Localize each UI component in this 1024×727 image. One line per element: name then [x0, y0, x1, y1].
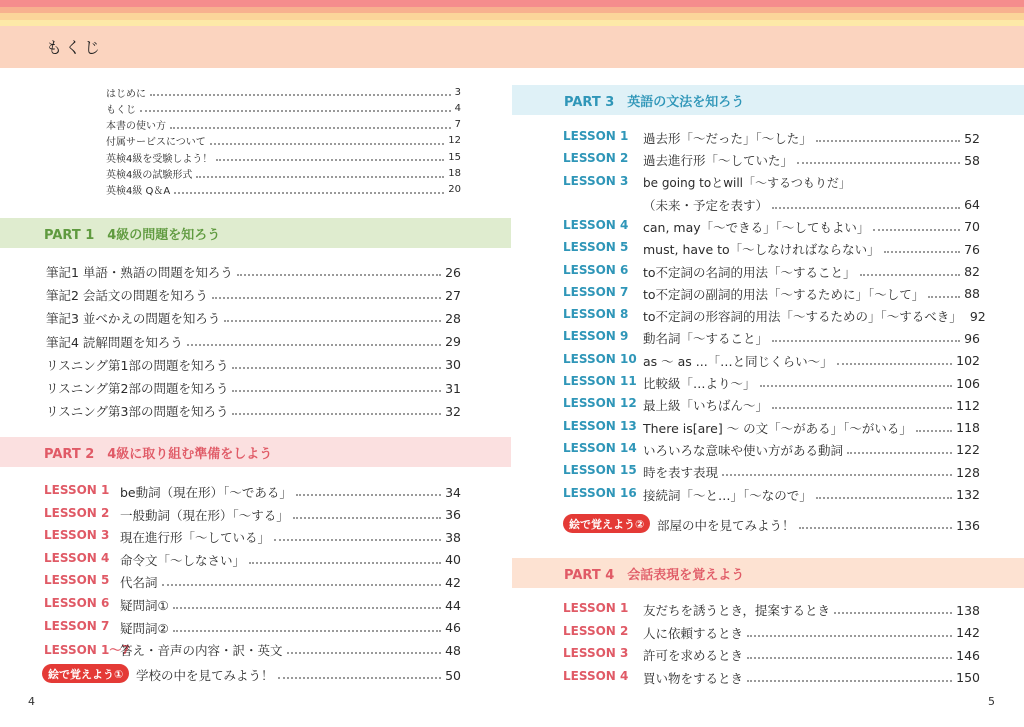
- entry-page: 88: [964, 286, 980, 302]
- entry-page: 38: [445, 529, 461, 545]
- part2-entry[interactable]: [120, 617, 461, 639]
- lesson-label: LESSON 3: [44, 528, 110, 543]
- dot-leader: [847, 452, 952, 454]
- entry-title: be going toとwill「～するつもりだ」: [643, 175, 851, 190]
- dot-leader: [174, 192, 444, 194]
- part3-entry[interactable]: [643, 484, 980, 506]
- entry-title: 時を表す表現: [643, 465, 719, 481]
- part3-entry[interactable]: [643, 461, 980, 483]
- lesson-label: LESSON 2: [563, 151, 629, 166]
- part3-entry[interactable]: [643, 327, 980, 349]
- entry-title: 許可を求めるとき: [643, 648, 744, 664]
- entry-title: 付属サービスについて: [106, 137, 206, 149]
- lesson-label: LESSON 13: [563, 418, 637, 433]
- entry-page: 128: [956, 464, 980, 480]
- picture-badge: 絵で覚えよう①: [42, 664, 129, 683]
- entry-page: 50: [445, 667, 461, 683]
- entry-page: 46: [445, 620, 461, 636]
- entry-title: リスニング第3部の問題を知ろう: [46, 404, 229, 420]
- dot-leader: [816, 497, 952, 499]
- part3-entry[interactable]: [643, 127, 980, 149]
- part3-entry[interactable]: [643, 261, 980, 283]
- entry-page: 27: [445, 287, 461, 303]
- lesson-label: LESSON 1: [44, 483, 110, 497]
- dot-leader: [173, 630, 441, 632]
- part1-entry[interactable]: [46, 400, 461, 422]
- dot-leader: [799, 527, 953, 529]
- entry-page: 96: [964, 330, 980, 346]
- part3-entry[interactable]: [643, 439, 980, 461]
- lesson-label: LESSON 14: [563, 440, 637, 455]
- dot-leader: [772, 207, 960, 209]
- lesson-label: LESSON 1～7: [44, 643, 130, 658]
- part3-header: [512, 85, 1024, 115]
- lesson-label: LESSON 2: [563, 623, 629, 638]
- entry-page: 64: [964, 197, 980, 213]
- lesson-label: LESSON 9: [563, 329, 629, 344]
- entry-title: 英検4級を受験しよう！: [106, 153, 213, 165]
- page-number-right: 5: [988, 695, 995, 708]
- entry-title: 代名詞: [120, 575, 158, 591]
- entry-page: 132: [956, 487, 980, 502]
- front-entry[interactable]: [106, 100, 461, 116]
- front-entry[interactable]: [106, 166, 461, 182]
- entry-title: 買い物をするとき: [643, 670, 744, 686]
- part2-entry[interactable]: [120, 504, 461, 526]
- dot-leader: [278, 677, 442, 679]
- entry-page: 36: [445, 507, 461, 523]
- dot-leader: [173, 607, 441, 609]
- lesson-label: LESSON 15: [563, 463, 637, 478]
- dot-leader: [170, 127, 451, 129]
- entry-title: いろいろな意味や使い方がある動詞: [643, 442, 844, 458]
- lesson-label: LESSON 4: [44, 550, 110, 565]
- dot-leader: [274, 539, 441, 541]
- entry-page: 32: [445, 403, 461, 419]
- part2-entry[interactable]: [120, 526, 461, 548]
- part-label: PART 3 英語の文法を知ろう: [564, 94, 745, 110]
- part2-header: [0, 437, 511, 467]
- dot-leader: [212, 297, 441, 299]
- dot-leader: [150, 94, 451, 96]
- page-title: もくじ: [46, 38, 104, 57]
- entry-title: as ～ as ...「…と同じくらい～」: [643, 353, 833, 369]
- entry-page: 15: [448, 151, 461, 163]
- dot-leader: [747, 657, 952, 659]
- dot-leader: [232, 390, 441, 392]
- lesson-label: LESSON 1: [563, 129, 629, 143]
- part2-entry[interactable]: [120, 549, 461, 571]
- entry-title: There is[are] ～ の文「～がある」「～がいる」: [643, 420, 912, 436]
- dot-leader: [187, 344, 441, 346]
- part3-entry[interactable]: [643, 238, 980, 260]
- dot-leader: [722, 474, 952, 476]
- entry-page: 58: [964, 152, 980, 168]
- dot-leader: [928, 296, 960, 298]
- entry-page: 18: [448, 168, 461, 179]
- lesson-label: LESSON 1: [563, 601, 629, 615]
- entry-title: 過去進行形「～していた」: [643, 153, 794, 169]
- entry-title: must, have to「～しなければならない」: [643, 242, 880, 258]
- entry-title: 英検4級の試験形式: [106, 170, 193, 181]
- dot-leader: [249, 562, 441, 564]
- part4-entry[interactable]: [643, 644, 980, 666]
- entry-title: 疑問詞②: [120, 620, 169, 636]
- lesson-label: LESSON 3: [563, 173, 629, 188]
- front-entry[interactable]: [106, 133, 461, 149]
- entry-title: 本書の使い方: [106, 121, 166, 133]
- entry-page: 70: [964, 219, 980, 235]
- entry-page: 102: [956, 353, 980, 369]
- entry-title: 筆記4 読解問題を知ろう: [46, 334, 183, 350]
- lesson-label: LESSON 16: [563, 485, 637, 500]
- part1-entry[interactable]: [46, 261, 461, 283]
- entry-page: 82: [964, 264, 980, 279]
- lesson-label: LESSON 4: [563, 217, 629, 232]
- entry-title: 最上級「いちばん～」: [643, 398, 769, 414]
- dot-leader: [162, 584, 442, 586]
- entry-title: 比較級「…より～」: [643, 376, 756, 391]
- entry-page: 29: [445, 334, 461, 350]
- dot-leader: [772, 340, 960, 342]
- dot-leader: [196, 176, 444, 178]
- entry-title: 接続詞「～と…」「～なので」: [643, 487, 812, 503]
- dot-leader: [884, 251, 960, 253]
- entry-title: はじめに: [106, 88, 146, 100]
- lesson-label: LESSON 6: [563, 262, 629, 277]
- part3-entry[interactable]: [643, 216, 980, 238]
- part1-entry[interactable]: [46, 354, 461, 376]
- part2-entry[interactable]: [120, 639, 461, 661]
- entry-title: be動詞（現在形）「～である」: [120, 485, 292, 500]
- entry-page: 26: [445, 264, 461, 280]
- dot-leader: [216, 159, 444, 161]
- entry-title: 筆記2 会話文の問題を知ろう: [46, 288, 208, 304]
- entry-title: 過去形「～だった」「～した」: [643, 131, 812, 146]
- entry-title: 筆記1 単語・熟語の問題を知ろう: [46, 265, 233, 280]
- entry-title: リスニング第1部の問題を知ろう: [46, 357, 229, 373]
- part3-entry[interactable]: [643, 417, 980, 439]
- dot-leader: [232, 413, 441, 415]
- dot-leader: [834, 612, 952, 614]
- lesson-label: LESSON 3: [563, 646, 629, 661]
- entry-title: 答え・音声の内容・訳・英文: [120, 643, 283, 659]
- entry-page: 122: [956, 442, 980, 458]
- entry-title: to不定詞の名詞的用法「～すること」: [643, 264, 856, 280]
- part3-entry[interactable]: [643, 350, 980, 372]
- entry-title: 現在進行形「～している」: [120, 530, 271, 546]
- dot-leader: [296, 494, 441, 496]
- page-number-left: 4: [28, 695, 35, 708]
- lesson-label: LESSON 12: [563, 396, 637, 411]
- entry-page: 42: [445, 574, 461, 590]
- lesson-label: LESSON 5: [563, 240, 629, 255]
- entry-page: 138: [956, 602, 980, 618]
- dot-leader: [837, 363, 952, 365]
- entry-title: 英検4級 Q＆A: [106, 186, 171, 198]
- entry-page: 28: [445, 310, 461, 326]
- top-stripes: [0, 0, 1024, 26]
- entry-page: 146: [956, 647, 980, 663]
- part3-entry[interactable]: [643, 372, 980, 394]
- entry-page: 112: [956, 397, 980, 413]
- dot-leader: [210, 143, 444, 145]
- entry-title: 疑問詞①: [120, 598, 169, 613]
- entry-page: 20: [448, 184, 461, 196]
- dot-leader: [873, 229, 960, 231]
- lesson-label: LESSON 4: [563, 668, 629, 683]
- entry-page: 76: [964, 241, 980, 257]
- dot-leader: [747, 680, 952, 682]
- dot-leader: [772, 407, 952, 409]
- entry-page: 150: [956, 670, 980, 686]
- dot-leader: [747, 635, 952, 637]
- lesson-label: LESSON 7: [563, 284, 629, 299]
- dot-leader: [760, 385, 953, 387]
- part-label: PART 2 4級に取り組む準備をしよう: [44, 446, 273, 462]
- entry-title: 学校の中を見てみよう！: [136, 668, 274, 683]
- lesson-label: LESSON 8: [563, 307, 629, 322]
- part1-entry[interactable]: [46, 377, 461, 399]
- dot-leader: [237, 274, 441, 276]
- entry-title: もくじ: [106, 104, 136, 116]
- entry-page: 7: [454, 119, 461, 131]
- lesson-label: LESSON 6: [44, 596, 110, 610]
- part1-entry[interactable]: [46, 307, 461, 329]
- entry-title: to不定詞の副詞的用法「～するために」「～して」: [643, 286, 925, 302]
- entry-title: 友だちを誘うとき，提案するとき: [643, 603, 831, 618]
- part3-entry[interactable]: [643, 394, 980, 416]
- part2-entry[interactable]: [120, 594, 461, 616]
- part4-entry[interactable]: [643, 667, 980, 689]
- front-entry[interactable]: [106, 84, 461, 100]
- entry-page: 92: [969, 308, 986, 324]
- entry-title: can, may「～できる」「～してもよい」: [643, 219, 870, 235]
- entry-page: 34: [445, 484, 461, 500]
- dot-leader: [816, 140, 960, 142]
- part2-entry[interactable]: [120, 571, 461, 593]
- part2-picture-entry[interactable]: [136, 664, 461, 686]
- entry-page: 44: [445, 597, 461, 613]
- part-label: PART 4 会話表現を覚えよう: [564, 567, 745, 583]
- entry-page: 40: [445, 552, 461, 568]
- dot-leader: [232, 367, 441, 369]
- lesson-label: LESSON 7: [44, 618, 110, 633]
- lesson-label: LESSON 2: [44, 505, 110, 520]
- part3-entry[interactable]: [643, 305, 986, 327]
- entry-title: 一般動詞（現在形）「～する」: [120, 507, 289, 523]
- part3-entry[interactable]: [643, 283, 980, 305]
- entry-title: 命令文「～しなさい」: [120, 552, 246, 568]
- part1-entry[interactable]: [46, 284, 461, 306]
- entry-page: 3: [454, 86, 461, 98]
- part3-entry[interactable]: [643, 194, 980, 216]
- entry-title: to不定詞の形容詞的用法「～するための」「～するべき」: [643, 309, 962, 325]
- entry-page: 4: [454, 102, 461, 114]
- entry-title: リスニング第2部の問題を知ろう: [46, 381, 229, 396]
- entry-page: 30: [445, 357, 461, 373]
- dot-leader: [916, 430, 952, 432]
- entry-page: 48: [445, 642, 461, 658]
- part3-picture-entry[interactable]: [657, 514, 980, 536]
- part-label: PART 1 4級の問題を知ろう: [44, 227, 221, 243]
- front-entry[interactable]: [106, 117, 461, 133]
- header-bar: [0, 26, 1024, 68]
- part1-header: [0, 218, 511, 248]
- dot-leader: [797, 162, 960, 164]
- entry-page: 142: [956, 625, 980, 641]
- lesson-label: LESSON 11: [563, 374, 637, 388]
- entry-page: 31: [445, 380, 461, 396]
- entry-title: 人に依頼するとき: [643, 625, 744, 641]
- part4-entry[interactable]: [643, 599, 980, 621]
- front-entry[interactable]: [106, 149, 461, 165]
- dot-leader: [224, 320, 441, 322]
- entry-page: 136: [956, 517, 980, 533]
- front-entry[interactable]: [106, 182, 461, 198]
- entry-title: 動名詞「～すること」: [643, 331, 769, 347]
- part3-entry[interactable]: [643, 149, 980, 171]
- entry-title: （未来・予定を表す）: [643, 197, 769, 213]
- dot-leader: [287, 652, 442, 654]
- part4-entry[interactable]: [643, 622, 980, 644]
- picture-badge: 絵で覚えよう②: [563, 514, 650, 533]
- entry-page: 118: [956, 420, 980, 436]
- part1-entry[interactable]: [46, 331, 461, 353]
- part4-header: [512, 558, 1024, 588]
- lesson-label: LESSON 10: [563, 351, 637, 366]
- dot-leader: [140, 110, 451, 112]
- entry-page: 106: [956, 375, 980, 391]
- entry-page: 12: [448, 135, 461, 147]
- lesson-label: LESSON 5: [44, 573, 110, 588]
- dot-leader: [293, 517, 441, 519]
- part2-entry[interactable]: [120, 481, 461, 503]
- dot-leader: [860, 274, 961, 276]
- entry-title: 筆記3 並べかえの問題を知ろう: [46, 311, 221, 327]
- entry-title: 部屋の中を見てみよう！: [657, 518, 795, 533]
- entry-page: 52: [964, 130, 980, 146]
